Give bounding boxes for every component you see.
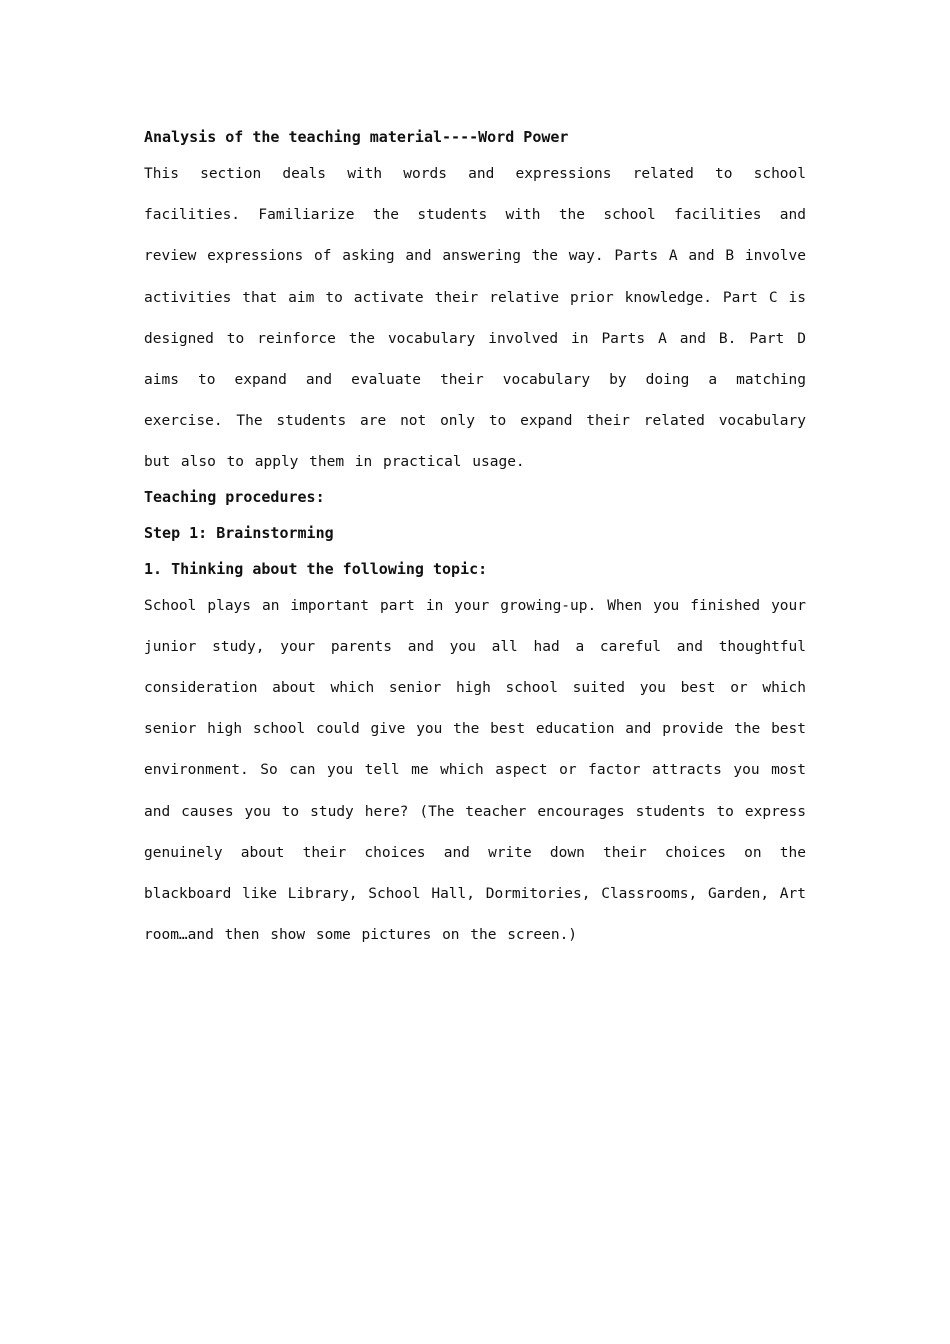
step1-heading: Step 1: Brainstorming <box>144 523 334 542</box>
document-body <box>144 124 806 956</box>
procedures-heading: Teaching procedures: <box>144 487 325 506</box>
topic-heading: 1. Thinking about the following topic: <box>144 559 488 578</box>
topic-paragraph: School plays an important part in your growing-up. When you finished your junior study, your parents and you all had a careful and thoughtful consideration about which senior high school suited you best or which senior high school could give you the best education and provide the best environment. So can you tell me which aspect or factor attracts you most and causes you to study here? (The teacher encourages students to express genuinely about their choices and write down their choices on the blackboard like Library, School Hall, Dormitories, Classrooms, Garden, Art room…and then show some pictures on the screen.) <box>144 597 807 944</box>
document-title: Analysis of the teaching material----Word Power <box>144 128 569 146</box>
intro-paragraph: This section deals with words and expressions related to school facilities. Familiarize the students with the school facilities and review expressions of asking and answering the way. Parts A and B involve activities that aim to activate their relative prior knowledge. Part C is designed to reinforce the vocabulary involved in Parts A and B. Part D aims to expand and evaluate their vocabulary by doing a matching exercise. The students are not only to expand their related vocabulary but also to apply them in practical usage. <box>144 166 806 471</box>
